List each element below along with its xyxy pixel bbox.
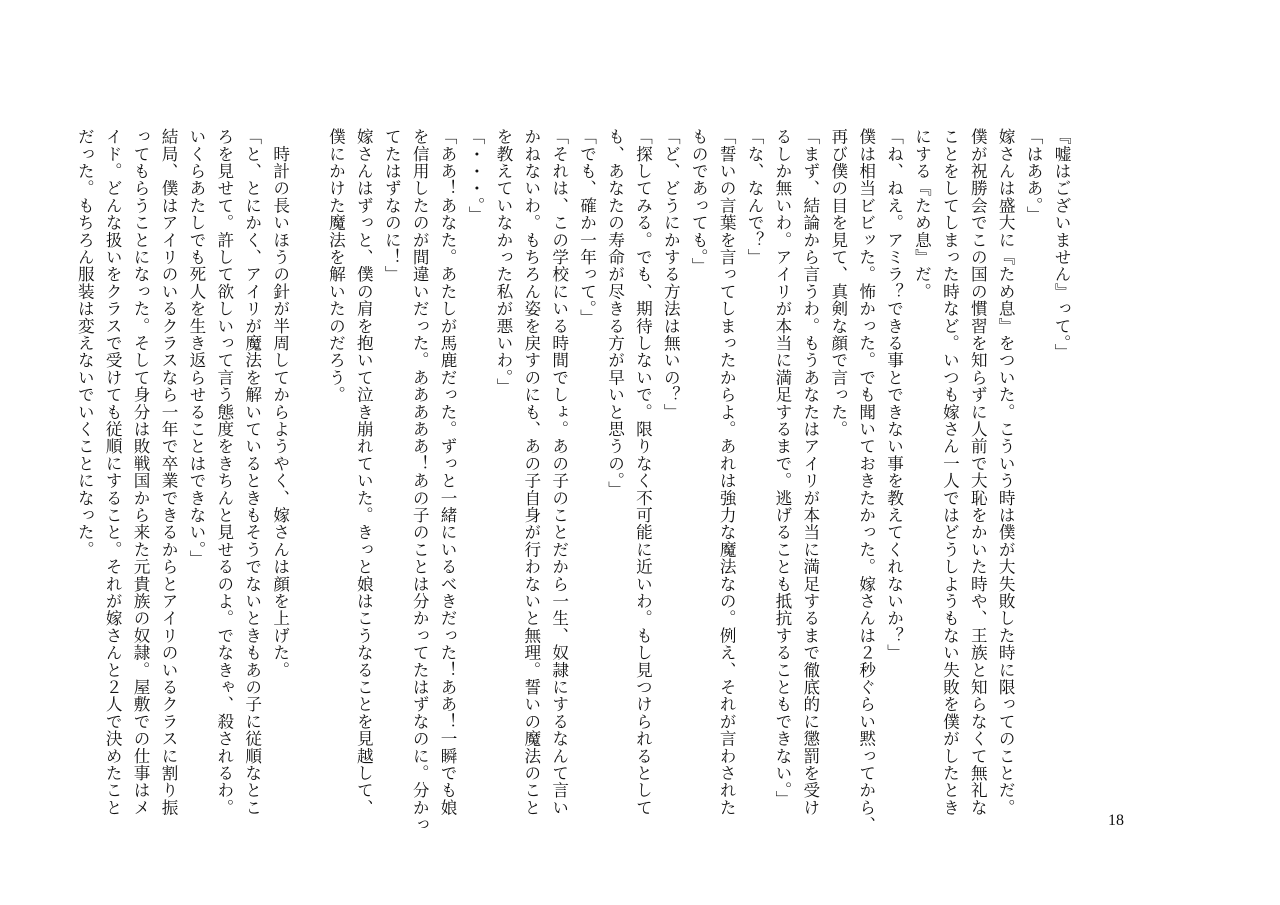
text-line: 「ど、どうにかする方法は無いの？」 [661, 128, 681, 421]
text-line: 嫁さんは盛大に『ため息』をついた。こういう時は僕が大失敗した時に限ってのことだ。 [996, 128, 1016, 816]
text-line: 『嘘はございません』って。」 [1052, 128, 1071, 361]
text-line: 「ね、ねえ。アミラ？できる事とできない事を教えてくれないか？」 [884, 128, 904, 662]
page-number: 18 [1108, 812, 1124, 829]
text-line: 時計の長いほうの針が半周してからようやく、嫁さんは顔を上げた。 [270, 128, 290, 679]
text-line: ことをしてしまった時など。いつも嫁さん一人ではどうしようもない失敗を僕がしたとき [940, 128, 960, 816]
text-line: 「でも、確か一年って。」 [577, 128, 597, 327]
text-line: 「それは、この学校にいる時間でしょ。あの子のことだから一生、奴隷にするなんて言い [549, 128, 569, 816]
vertical-text-block [70, 128, 1075, 834]
text-line: 嫁さんはずっと、僕の肩を抱いて泣き崩れていた。きっと娘はこうなることを見越して、 [354, 128, 374, 816]
text-line: 結局、僕はアイリのいるクラスなら一年で卒業できるからとアイリのいるクラスに割り振 [159, 128, 178, 816]
text-line: 僕にかけた魔法を解いたのだろう。 [326, 128, 346, 404]
text-line: 「・・・。」 [465, 128, 485, 223]
text-line: 「ああ！あなた。あたしが馬鹿だった。ずっと一緒にいるべきだった！ああ！一瞬でも娘 [438, 128, 458, 816]
text-line: 「はああ。」 [1024, 128, 1044, 223]
text-line: を教えていなかった私が悪いわ。」 [493, 128, 513, 395]
blank-line [294, 128, 322, 818]
text-line: ものであっても。」 [689, 128, 709, 275]
text-line: 「探してみる。でも、期待しないで。限りなく不可能に近いわ。もし見つけられるとして [633, 128, 653, 816]
text-line: 僕が祝勝会でこの国の慣習を知らずに人前で大恥をかいた時や、王族と知らなくて無礼な [968, 128, 988, 816]
text-line: 再び僕の目を見て、真剣な顔で言った。 [828, 128, 848, 438]
text-line: にする『ため息』だ。 [912, 128, 932, 300]
text-line: 「と、とにかく、アイリが魔法を解いているときもそうでないときもあの子に従順なとこ [242, 128, 262, 816]
text-line: も、あなたの寿命が尽きる方が早いと思うの。」 [605, 128, 625, 499]
text-line: を信用したのが間違いだった。あああああ！あの子のことは分かってたはずなのに。分かっ [410, 128, 430, 834]
text-line: ってもらうことになった。そして身分は敗戦国から来た元貴族の奴隷。屋敷での仕事はメ [131, 128, 151, 816]
text-line: 「誓いの言葉を言ってしまったからよ。あれは強力な魔法なの。例え、それが言わされた [717, 128, 737, 816]
text-line: だった。もちろん服装は変えないでいくことになった。 [75, 128, 95, 558]
text-line: てたはずなのに！」 [382, 128, 402, 283]
text-line: 「まず、結論から言うわ。もうあなたはアイリが本当に満足するまで徹底的に懲罰を受け [800, 128, 820, 816]
text-line: ろを見せて。許して欲しいって言う態度をきちんと見せるのよ。でなきゃ、殺されるわ。 [214, 128, 234, 816]
text-line: かねないわ。もちろん姿を戻すのにも、あの子自身が行わないと無理。誓いの魔法のこと [521, 128, 541, 816]
text-line: 僕は相当ビビッた。怖かった。でも聞いておきたかった。嫁さんは２秒ぐらい黙ってから、 [856, 128, 876, 834]
text-line: イド。どんな扱いをクラスで受けても従順にすること。それが嫁さんと２人で決めたこと [103, 128, 123, 816]
text-line: るしか無いわ。アイリが本当に満足するまで。逃げることも抵抗することもできない。」 [772, 128, 792, 808]
text-line: いくらあたしでも死人を生き返らせることはできない。」 [186, 128, 206, 567]
text-line: 「な、なんで？」 [745, 128, 765, 266]
